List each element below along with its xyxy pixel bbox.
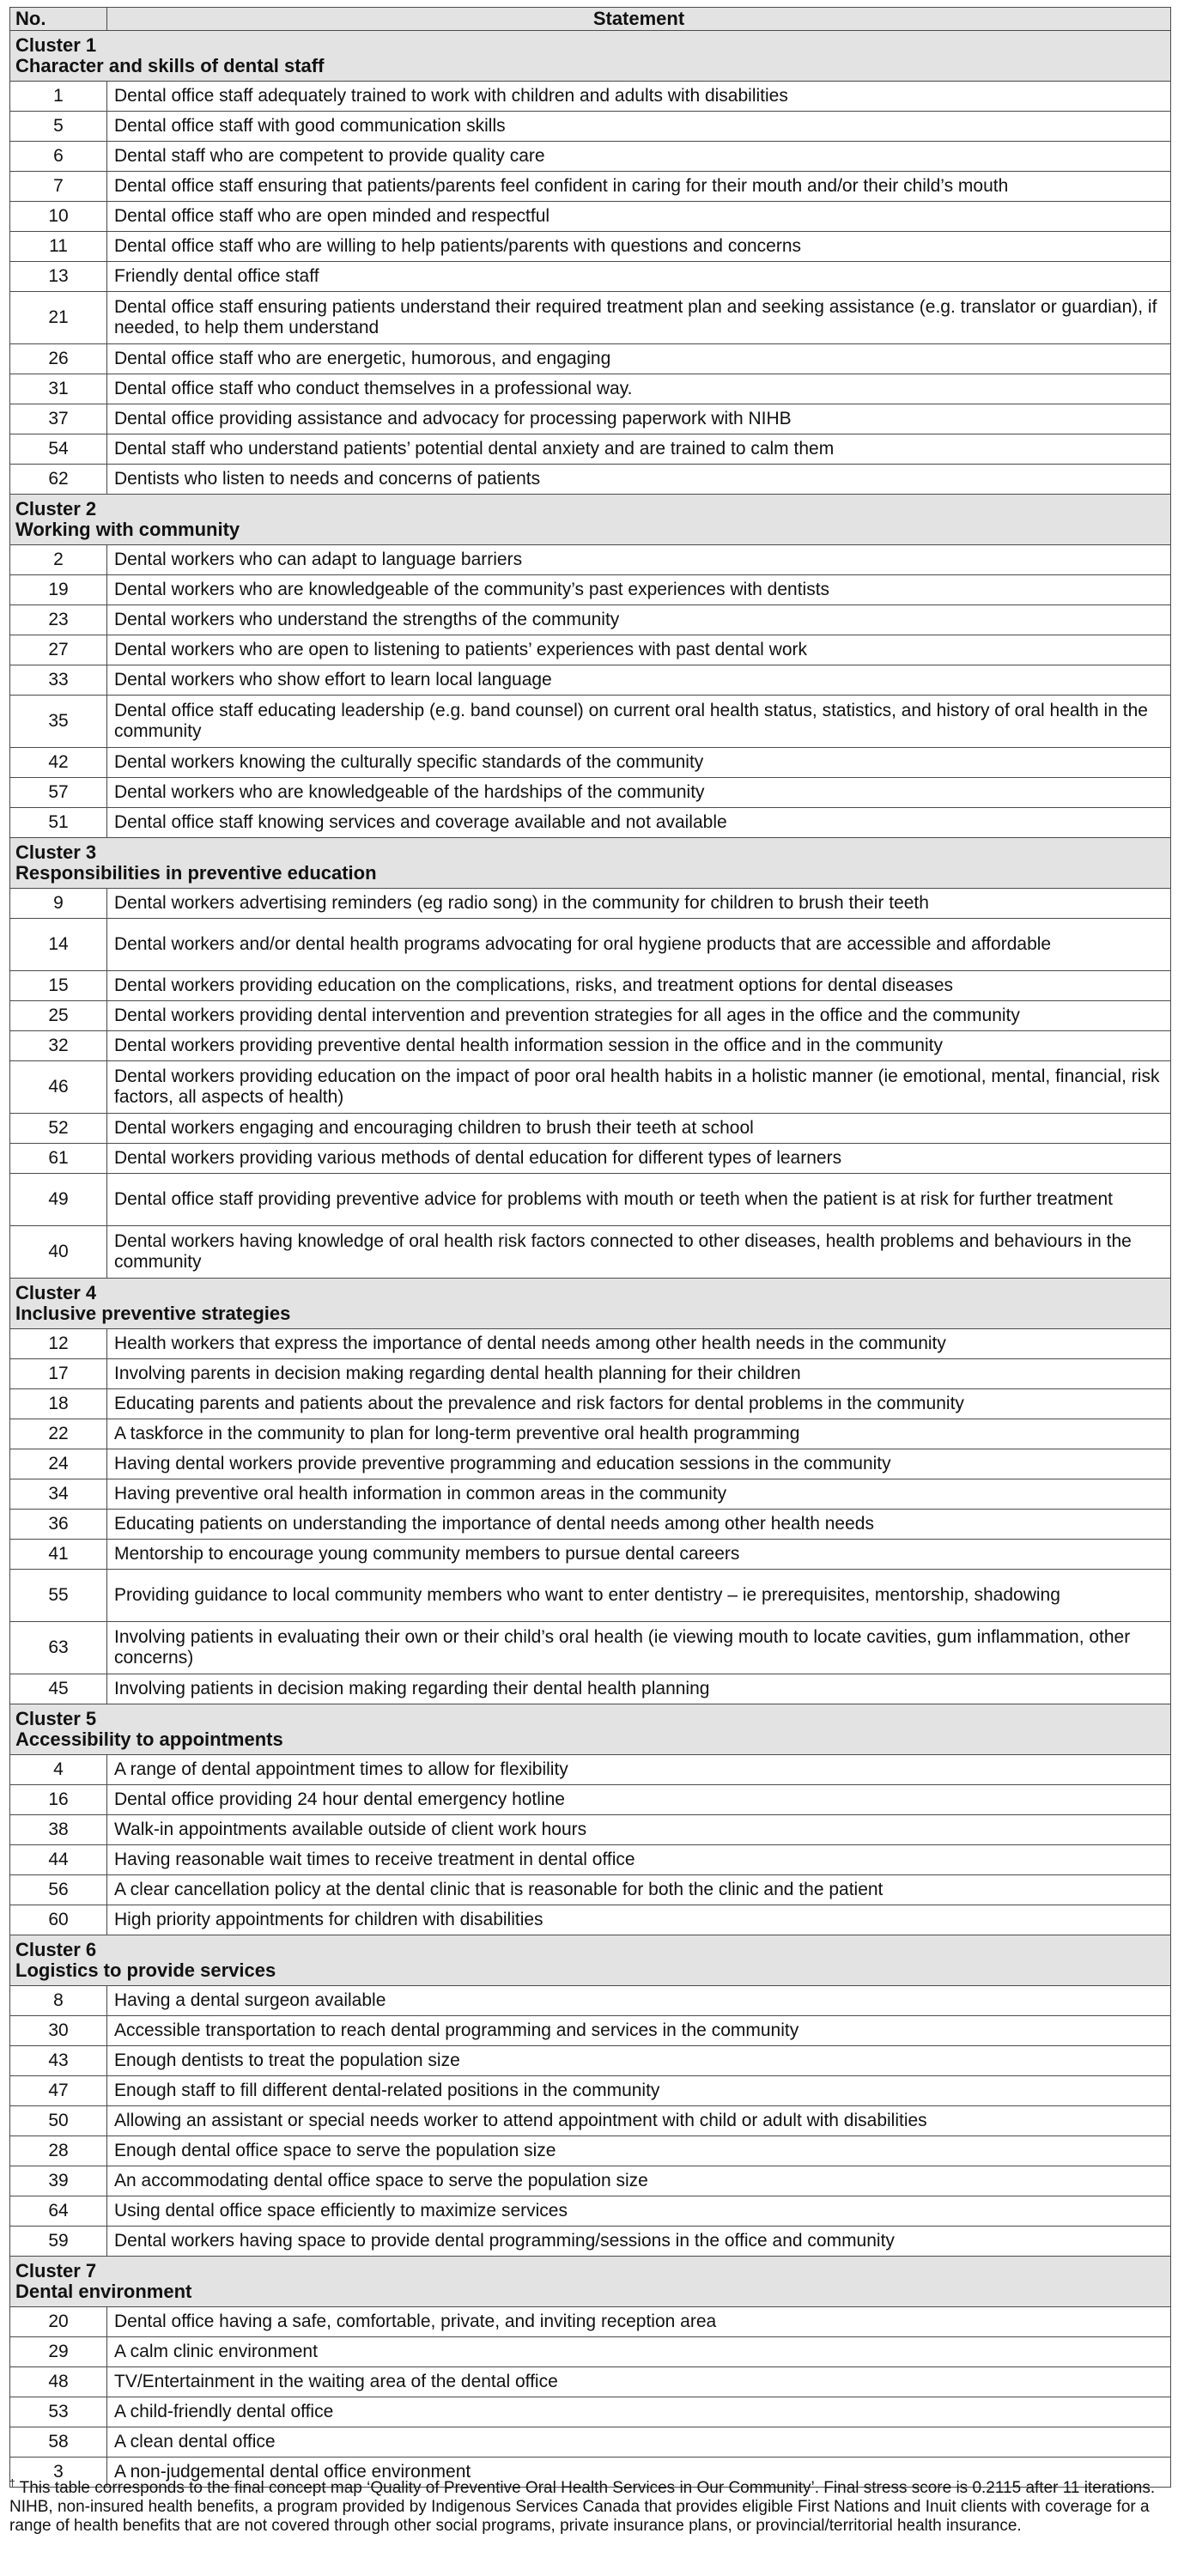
statement-text: A calm clinic environment	[107, 2337, 1171, 2367]
statement-number: 2	[10, 545, 107, 575]
statement-text: Involving patients in decision making regarding their dental health planning	[107, 1674, 1171, 1704]
statement-number: 48	[10, 2367, 107, 2397]
cluster-header	[10, 31, 1171, 82]
statement-text: Dental workers providing dental intervention and prevention strategies for all ages in the office and the community	[107, 1001, 1171, 1031]
statement-number: 6	[10, 142, 107, 172]
table-row	[10, 1479, 1171, 1510]
statement-text: Dental office having a safe, comfortable, private, and inviting reception area	[107, 2307, 1171, 2337]
statement-text: Friendly dental office staff	[107, 262, 1171, 292]
statement-number: 35	[10, 696, 107, 748]
cluster-label: Cluster 2	[15, 498, 97, 519]
statement-number: 39	[10, 2166, 107, 2196]
table-row	[10, 2076, 1171, 2106]
table-row	[10, 2046, 1171, 2076]
statement-text: Dental workers having knowledge of oral health risk factors connected to other diseases, health problems and behaviours in the community	[107, 1226, 1171, 1279]
table-row	[10, 575, 1171, 605]
table-row	[10, 434, 1171, 465]
table-row	[10, 202, 1171, 232]
statement-text: Using dental office space efficiently to maximize services	[107, 2196, 1171, 2227]
statement-number: 16	[10, 1785, 107, 1815]
statement-number: 7	[10, 172, 107, 202]
statement-number: 32	[10, 1031, 107, 1061]
statement-text: Dental workers who can adapt to language barriers	[107, 545, 1171, 575]
table-row	[10, 2307, 1171, 2337]
statement-text: Dental workers providing various methods of dental education for different types of learners	[107, 1144, 1171, 1174]
statement-text: Health workers that express the importance of dental needs among other health needs in the community	[107, 1329, 1171, 1359]
statement-text: Dental office staff with good communication skills	[107, 112, 1171, 142]
statement-text: Dental staff who are competent to provide quality care	[107, 142, 1171, 172]
table-row	[10, 1674, 1171, 1704]
statement-number: 57	[10, 778, 107, 808]
table-row	[10, 2016, 1171, 2046]
statement-text: Mentorship to encourage young community members to pursue dental careers	[107, 1540, 1171, 1570]
table-row	[10, 1540, 1171, 1570]
statement-number: 4	[10, 1755, 107, 1785]
statement-text: Dental office staff who are willing to help patients/parents with questions and concerns	[107, 232, 1171, 262]
table-row	[10, 344, 1171, 374]
statement-number: 63	[10, 1622, 107, 1674]
column-header-statement: Statement	[107, 8, 1171, 31]
cluster-header-row	[10, 2257, 1171, 2307]
statement-text: A clean dental office	[107, 2427, 1171, 2458]
table-row	[10, 1419, 1171, 1449]
table-container	[9, 7, 1170, 2488]
table-row	[10, 971, 1171, 1001]
statement-number: 17	[10, 1359, 107, 1389]
statement-text: Dental workers providing education on the impact of poor oral health habits in a holistic manner (ie emotional, mental, financial, risk factors, all aspects of health)	[107, 1061, 1171, 1114]
cluster-header	[10, 495, 1171, 545]
cluster-title: Inclusive preventive strategies	[15, 1303, 291, 1324]
statement-text: Dental workers who are open to listening to patients’ experiences with past dental work	[107, 635, 1171, 665]
table-row	[10, 1815, 1171, 1845]
statement-number: 61	[10, 1144, 107, 1174]
table-row	[10, 142, 1171, 172]
statement-number: 44	[10, 1845, 107, 1875]
statement-text: Dental office providing assistance and advocacy for processing paperwork with NIHB	[107, 404, 1171, 434]
cluster-header	[10, 1935, 1171, 1986]
statement-text: Dental workers engaging and encouraging children to brush their teeth at school	[107, 1114, 1171, 1144]
table-row	[10, 232, 1171, 262]
statement-text: Dental office staff educating leadership (e.g. band counsel) on current oral health status, statistics, and history of oral health in the community	[107, 696, 1171, 748]
statement-text: Having reasonable wait times to receive treatment in dental office	[107, 1845, 1171, 1875]
statement-number: 50	[10, 2106, 107, 2136]
statement-text: A clear cancellation policy at the dental clinic that is reasonable for both the clinic and the patient	[107, 1875, 1171, 1905]
statement-text: A range of dental appointment times to allow for flexibility	[107, 1755, 1171, 1785]
table-row	[10, 1359, 1171, 1389]
statement-number: 46	[10, 1061, 107, 1114]
statement-number: 9	[10, 889, 107, 919]
table-row	[10, 2337, 1171, 2367]
table-footnote	[9, 2476, 1170, 2536]
statement-number: 37	[10, 404, 107, 434]
statement-text: Dental office staff who are energetic, humorous, and engaging	[107, 344, 1171, 374]
statement-text: Dental workers who are knowledgeable of the community’s past experiences with dentists	[107, 575, 1171, 605]
statement-number: 23	[10, 605, 107, 635]
table-row	[10, 1875, 1171, 1905]
statement-number: 54	[10, 434, 107, 465]
table-row	[10, 1329, 1171, 1359]
statement-number: 5	[10, 112, 107, 142]
statement-text: An accommodating dental office space to serve the population size	[107, 2166, 1171, 2196]
statement-text: Dental staff who understand patients’ potential dental anxiety and are trained to calm them	[107, 434, 1171, 465]
table-row	[10, 2106, 1171, 2136]
cluster-label: Cluster 5	[15, 1708, 97, 1729]
table-row	[10, 1031, 1171, 1061]
statement-number: 45	[10, 1674, 107, 1704]
statement-number: 13	[10, 262, 107, 292]
statement-text: A child-friendly dental office	[107, 2397, 1171, 2427]
statement-number: 21	[10, 292, 107, 344]
statement-text: Involving patients in evaluating their own or their child’s oral health (ie viewing mouth to locate cavities, gum inflammation, other concerns)	[107, 1622, 1171, 1674]
cluster-header	[10, 838, 1171, 889]
statement-number: 12	[10, 1329, 107, 1359]
statement-number: 52	[10, 1114, 107, 1144]
statement-text: Dental workers providing education on the complications, risks, and treatment options for dental diseases	[107, 971, 1171, 1001]
statement-text: Dental workers and/or dental health programs advocating for oral hygiene products that are accessible and affordable	[107, 919, 1171, 971]
statement-number: 20	[10, 2307, 107, 2337]
cluster-title: Accessibility to appointments	[15, 1728, 283, 1750]
table-header-row	[10, 8, 1171, 31]
table-row	[10, 635, 1171, 665]
statement-number: 8	[10, 1986, 107, 2016]
statement-number: 47	[10, 2076, 107, 2106]
cluster-title: Dental environment	[15, 2281, 192, 2302]
statement-number: 1	[10, 82, 107, 112]
table-row	[10, 1001, 1171, 1031]
table-row	[10, 1449, 1171, 1479]
table-row	[10, 1905, 1171, 1935]
cluster-label: Cluster 1	[15, 34, 97, 56]
table-row	[10, 2397, 1171, 2427]
statement-text: Dental workers advertising reminders (eg radio song) in the community for children to brush their teeth	[107, 889, 1171, 919]
statement-text: Accessible transportation to reach dental programming and services in the community	[107, 2016, 1171, 2046]
table-row	[10, 696, 1171, 748]
statement-text: Dental workers who understand the strengths of the community	[107, 605, 1171, 635]
cluster-label: Cluster 7	[15, 2260, 97, 2281]
cluster-header-row	[10, 838, 1171, 889]
statement-text: Enough dental office space to serve the population size	[107, 2136, 1171, 2166]
table-row	[10, 112, 1171, 142]
statement-text: Providing guidance to local community members who want to enter dentistry – ie prerequisites, mentorship, shadowing	[107, 1570, 1171, 1622]
table-row	[10, 1226, 1171, 1279]
table-row	[10, 889, 1171, 919]
statement-number: 14	[10, 919, 107, 971]
table-row	[10, 1061, 1171, 1114]
statement-text: Dental workers having space to provide dental programming/sessions in the office and community	[107, 2227, 1171, 2257]
statement-text: Dental office staff knowing services and coverage available and not available	[107, 808, 1171, 838]
footnote-text-1: This table corresponds to the final concept map ‘Quality of Preventive Oral Health Services in Our Community’. Final stress score is 0.2115 after 11 iterations.	[19, 2479, 1156, 2497]
table-row	[10, 1845, 1171, 1875]
statement-number: 53	[10, 2397, 107, 2427]
cluster-label: Cluster 6	[15, 1939, 97, 1960]
table-row	[10, 1622, 1171, 1674]
statement-text: Having preventive oral health information in common areas in the community	[107, 1479, 1171, 1510]
statement-number: 24	[10, 1449, 107, 1479]
footnote-nihb: NIHB, non-insured health benefits, a program provided by Indigenous Services Canada that provides eligible First Nations and Inuit clients with coverage for a range of health benefits that are not covered through other social programs, private insurance plans, or provincial/territorial health insurance.	[9, 2498, 1150, 2535]
statement-number: 62	[10, 465, 107, 495]
statement-text: Enough staff to fill different dental-related positions in the community	[107, 2076, 1171, 2106]
statement-number: 22	[10, 1419, 107, 1449]
statement-number: 18	[10, 1389, 107, 1419]
statement-number: 40	[10, 1226, 107, 1279]
cluster-header-row	[10, 1279, 1171, 1329]
table-row	[10, 2367, 1171, 2397]
table-row	[10, 374, 1171, 404]
table-row	[10, 1174, 1171, 1226]
cluster-header	[10, 1279, 1171, 1329]
cluster-title: Character and skills of dental staff	[15, 55, 325, 76]
statement-number: 11	[10, 232, 107, 262]
statement-number: 58	[10, 2427, 107, 2458]
statement-text: Educating patients on understanding the importance of dental needs among other health needs	[107, 1510, 1171, 1540]
table-row	[10, 82, 1171, 112]
statement-text: Dental office staff who are open minded and respectful	[107, 202, 1171, 232]
statement-text: Dental office staff ensuring that patients/parents feel confident in caring for their mouth and/or their child’s mouth	[107, 172, 1171, 202]
statement-text: Involving parents in decision making regarding dental health planning for their children	[107, 1359, 1171, 1389]
table-row	[10, 262, 1171, 292]
statement-number: 55	[10, 1570, 107, 1622]
cluster-header-row	[10, 1704, 1171, 1755]
statement-number: 26	[10, 344, 107, 374]
statement-text: A taskforce in the community to plan for long-term preventive oral health programming	[107, 1419, 1171, 1449]
table-row	[10, 2427, 1171, 2458]
statement-number: 51	[10, 808, 107, 838]
table-row	[10, 1144, 1171, 1174]
table-row	[10, 665, 1171, 696]
statement-number: 64	[10, 2196, 107, 2227]
table-row	[10, 172, 1171, 202]
table-row	[10, 2196, 1171, 2227]
statement-number: 41	[10, 1540, 107, 1570]
cluster-label: Cluster 3	[15, 841, 97, 863]
statement-number: 34	[10, 1479, 107, 1510]
cluster-header-row	[10, 31, 1171, 82]
statement-number: 56	[10, 1875, 107, 1905]
table-row	[10, 2136, 1171, 2166]
table-row	[10, 545, 1171, 575]
table-row	[10, 1570, 1171, 1622]
cluster-header-row	[10, 495, 1171, 545]
table-row	[10, 778, 1171, 808]
statement-text: Dental workers who are knowledgeable of the hardships of the community	[107, 778, 1171, 808]
statement-text: Walk-in appointments available outside of client work hours	[107, 1815, 1171, 1845]
statement-text: Educating parents and patients about the prevalence and risk factors for dental problems in the community	[107, 1389, 1171, 1419]
statement-number: 27	[10, 635, 107, 665]
statement-text: Having a dental surgeon available	[107, 1986, 1171, 2016]
statement-number: 43	[10, 2046, 107, 2076]
cluster-label: Cluster 4	[15, 1282, 97, 1303]
statement-number: 15	[10, 971, 107, 1001]
footnote-stress	[9, 2476, 1170, 2498]
cluster-header-row	[10, 1935, 1171, 1986]
cluster-title: Logistics to provide services	[15, 1959, 276, 1981]
table-row	[10, 1114, 1171, 1144]
statement-number: 49	[10, 1174, 107, 1226]
table-row	[10, 465, 1171, 495]
table-row	[10, 919, 1171, 971]
table-row	[10, 605, 1171, 635]
statement-number: 3	[10, 2458, 107, 2488]
table-row	[10, 1986, 1171, 2016]
statement-number: 28	[10, 2136, 107, 2166]
table-row	[10, 748, 1171, 778]
statement-number: 59	[10, 2227, 107, 2257]
statement-text: Dental workers who show effort to learn local language	[107, 665, 1171, 696]
statement-text: A non-judgemental dental office environment	[107, 2458, 1171, 2488]
statement-number: 10	[10, 202, 107, 232]
statement-text: Having dental workers provide preventive programming and education sessions in the community	[107, 1449, 1171, 1479]
statement-number: 29	[10, 2337, 107, 2367]
table-row	[10, 2166, 1171, 2196]
table-row	[10, 1785, 1171, 1815]
cluster-header	[10, 2257, 1171, 2307]
statement-text: Dental office staff ensuring patients understand their required treatment plan and seeking assistance (e.g. translator or guardian), if needed, to help them understand	[107, 292, 1171, 344]
statement-number: 60	[10, 1905, 107, 1935]
statement-text: Enough dentists to treat the population size	[107, 2046, 1171, 2076]
table-row	[10, 1755, 1171, 1785]
statement-number: 19	[10, 575, 107, 605]
statement-text: High priority appointments for children with disabilities	[107, 1905, 1171, 1935]
statement-number: 36	[10, 1510, 107, 1540]
table-row	[10, 404, 1171, 434]
column-header-no: No.	[10, 8, 107, 31]
dagger-mark: †	[9, 2476, 15, 2489]
statement-text: Allowing an assistant or special needs worker to attend appointment with child or adult with disabilities	[107, 2106, 1171, 2136]
statement-number: 38	[10, 1815, 107, 1845]
cluster-title: Working with community	[15, 519, 240, 540]
statement-text: Dental office staff adequately trained to work with children and adults with disabilities	[107, 82, 1171, 112]
statement-text: Dental workers providing preventive dental health information session in the office and in the community	[107, 1031, 1171, 1061]
cluster-header	[10, 1704, 1171, 1755]
statement-number: 33	[10, 665, 107, 696]
statement-text: Dental office staff who conduct themselves in a professional way.	[107, 374, 1171, 404]
table-row	[10, 808, 1171, 838]
table-body	[10, 31, 1171, 2488]
statement-text: TV/Entertainment in the waiting area of the dental office	[107, 2367, 1171, 2397]
table-row	[10, 292, 1171, 344]
statement-number: 30	[10, 2016, 107, 2046]
statements-table	[9, 7, 1171, 2488]
statement-text: Dentists who listen to needs and concerns of patients	[107, 465, 1171, 495]
cluster-title: Responsibilities in preventive education	[15, 862, 377, 884]
statement-number: 31	[10, 374, 107, 404]
table-row	[10, 2227, 1171, 2257]
table-row	[10, 1510, 1171, 1540]
statement-text: Dental office staff providing preventive advice for problems with mouth or teeth when the patient is at risk for further treatment	[107, 1174, 1171, 1226]
table-row	[10, 1389, 1171, 1419]
statement-text: Dental workers knowing the culturally specific standards of the community	[107, 748, 1171, 778]
statement-text: Dental office providing 24 hour dental emergency hotline	[107, 1785, 1171, 1815]
statement-number: 25	[10, 1001, 107, 1031]
statement-number: 42	[10, 748, 107, 778]
